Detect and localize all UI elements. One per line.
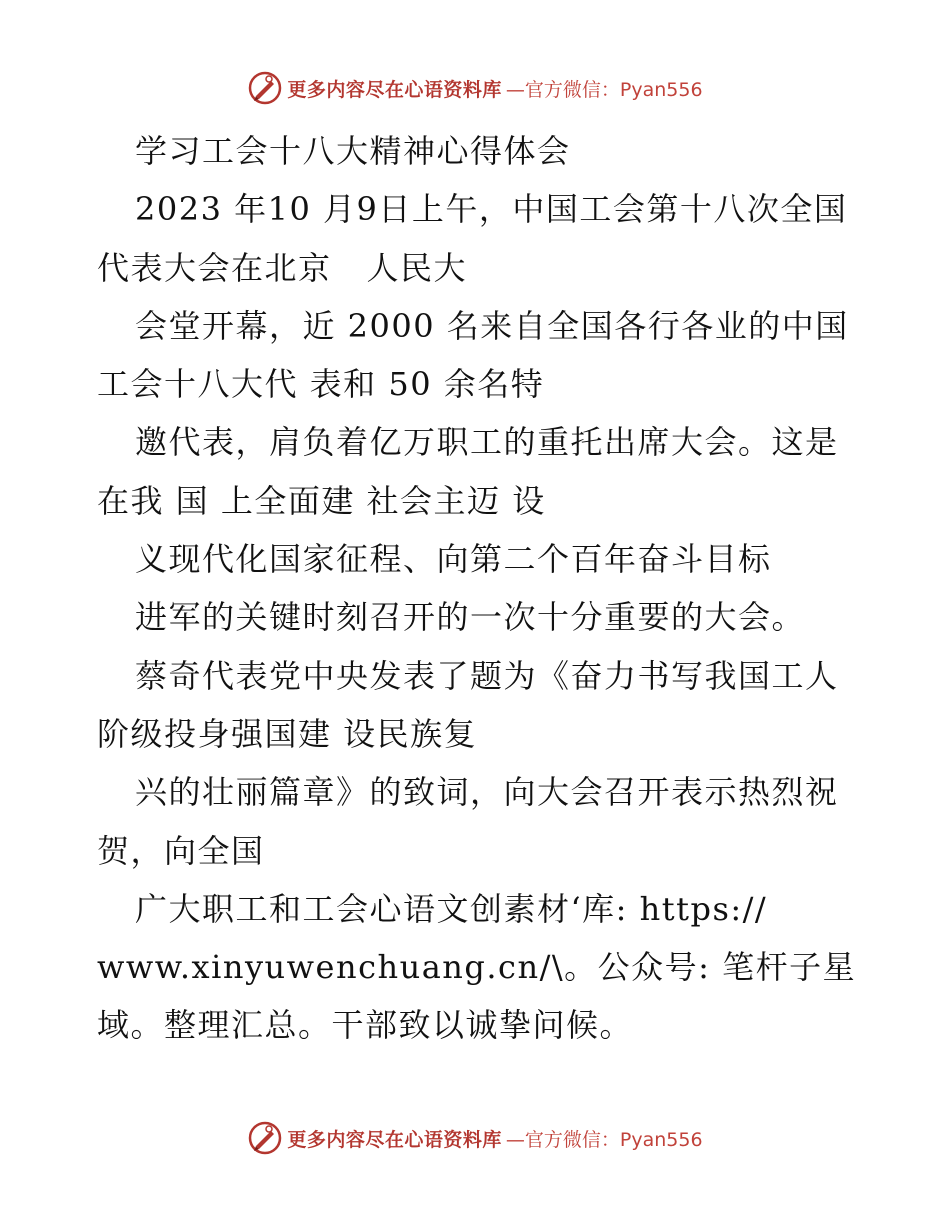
header-banner-text: 更多内容尽在心语资料库 <box>287 78 502 101</box>
text-line: 贺，向全国 <box>97 831 265 870</box>
text-line: 进军的关键时刻召开的一次十分重要的大会。 <box>135 598 806 637</box>
footer-banner-text: 更多内容尽在心语资料库 <box>287 1128 502 1151</box>
header-banner-wechat: —官方微信：Pyan556 <box>505 78 703 101</box>
text-line: 蔡奇代表党中央发表了题为《奋力书写我国工人 <box>135 656 839 695</box>
text-line: 阶级投身强国建 设民族复 <box>97 714 478 753</box>
text-line: www.xinyuwenchuang.cn/\。公众号: 笔杆子星 <box>97 948 857 987</box>
footer-watermark-banner <box>0 1120 950 1156</box>
text-line: 2023 年10 月9日上午，中国工会第十八次全国 <box>135 190 848 229</box>
text-line: 工会十八大代 表和 50 余名特 <box>97 365 545 404</box>
footer-banner-wechat: —官方微信：Pyan556 <box>505 1128 703 1151</box>
text-line: 邀代表，肩负着亿万职工的重托出席大会。这是 <box>135 423 839 462</box>
text-line: 广大职工和工会心语文创素材‘库: https:// <box>135 889 768 928</box>
text-line: 在我 国 上全面建 社会主迈 设 <box>97 481 546 520</box>
document-title: 学习工会十八大精神心得体会 <box>135 132 571 170</box>
pen-logo-icon <box>247 1120 283 1156</box>
text-line: 会堂开幕，近 2000 名来自全国各行各业的中国 <box>135 306 849 345</box>
header-watermark-banner <box>0 70 950 106</box>
text-line: 兴的壮丽篇章》的致词，向大会召开表示热烈祝 <box>135 773 839 812</box>
text-line: 代表大会在北京 人民大 <box>97 248 468 287</box>
document-body <box>97 122 857 1055</box>
text-line: 义现代化国家征程、向第二个百年奋斗目标 <box>135 540 772 579</box>
text-line: 域。整理汇总。干部致以诚挚问候。 <box>97 1006 634 1045</box>
pen-logo-icon <box>247 70 283 106</box>
